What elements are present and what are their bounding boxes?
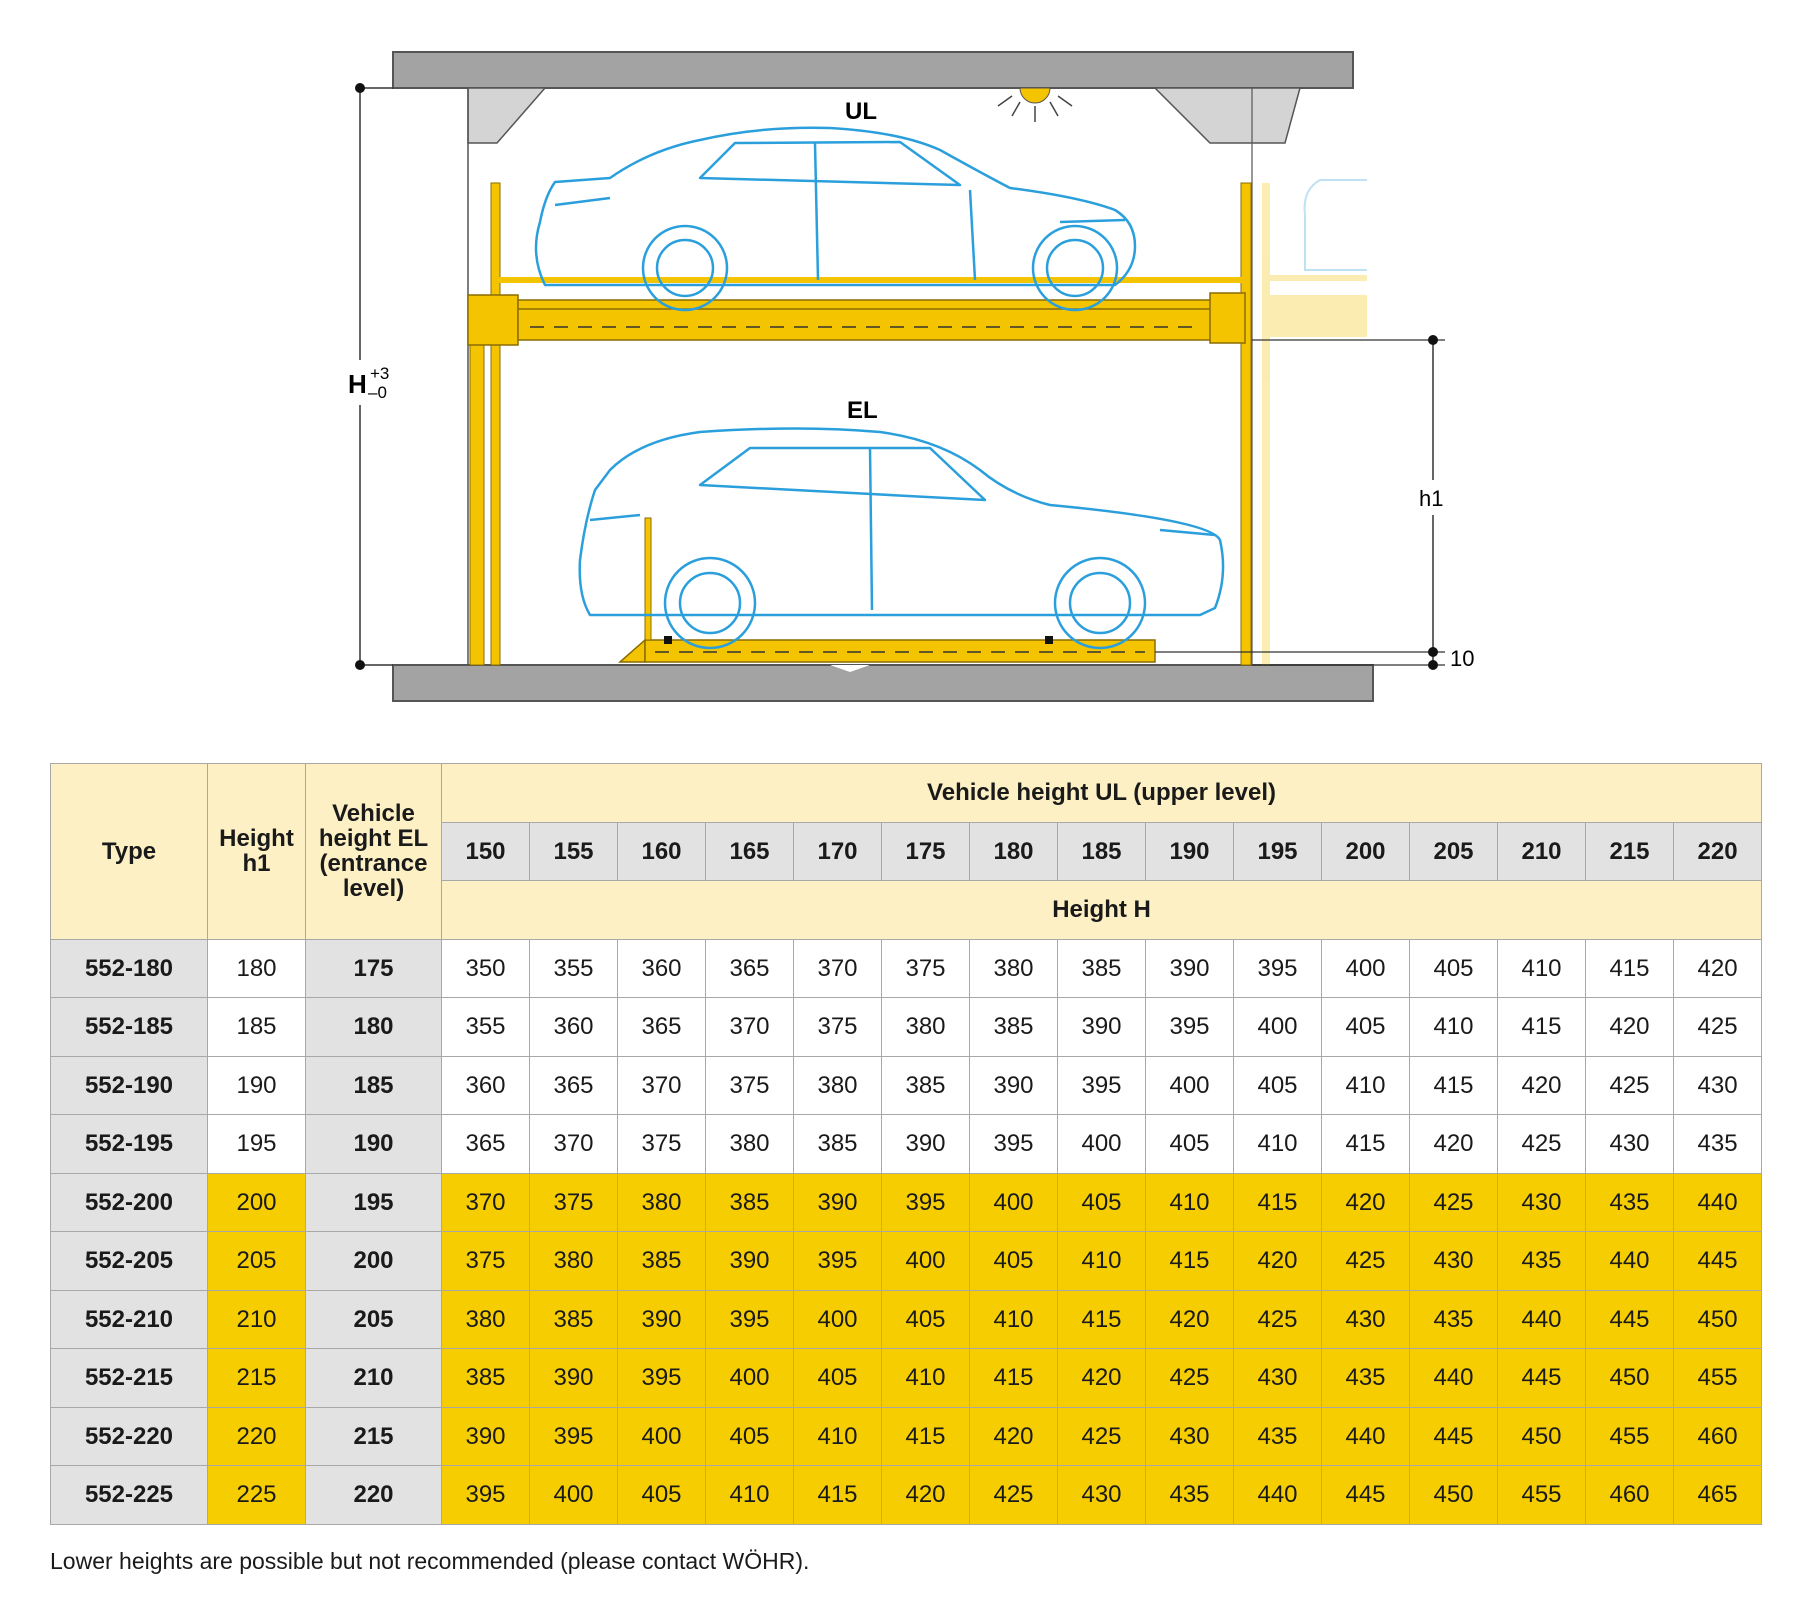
h1-cell: 180 xyxy=(208,939,306,998)
height-H-cell: 420 xyxy=(1058,1349,1146,1408)
h1-cell: 185 xyxy=(208,998,306,1057)
ceiling-lamp-icon xyxy=(998,88,1072,122)
height-H-cell: 440 xyxy=(1410,1349,1498,1408)
h1-label: h1 xyxy=(1419,486,1444,511)
h1-cell: 190 xyxy=(208,1056,306,1115)
height-H-cell: 410 xyxy=(1322,1056,1410,1115)
ul-value-header: 155 xyxy=(530,822,618,881)
height-H-cell: 460 xyxy=(1586,1466,1674,1525)
el-height-cell: 220 xyxy=(306,1466,442,1525)
height-H-cell: 395 xyxy=(882,1173,970,1232)
height-H-cell: 410 xyxy=(1146,1173,1234,1232)
height-H-cell: 395 xyxy=(1058,1056,1146,1115)
el-height-cell: 215 xyxy=(306,1407,442,1466)
height-H-cell: 400 xyxy=(530,1466,618,1525)
height-H-cell: 400 xyxy=(618,1407,706,1466)
height-H-cell: 420 xyxy=(1410,1115,1498,1174)
height-H-cell: 415 xyxy=(1322,1115,1410,1174)
height-H-cell: 425 xyxy=(1410,1173,1498,1232)
height-H-cell: 400 xyxy=(1058,1115,1146,1174)
height-H-cell: 425 xyxy=(1498,1115,1586,1174)
ul-value-header: 180 xyxy=(970,822,1058,881)
height-H-cell: 370 xyxy=(530,1115,618,1174)
type-cell: 552-210 xyxy=(51,1290,208,1349)
height-H-cell: 445 xyxy=(1322,1466,1410,1525)
height-H-cell: 420 xyxy=(1586,998,1674,1057)
height-H-cell: 440 xyxy=(1498,1290,1586,1349)
height-H-cell: 425 xyxy=(1146,1349,1234,1408)
left-ceiling-beam xyxy=(468,88,545,143)
height-H-cell: 435 xyxy=(1410,1290,1498,1349)
height-H-cell: 385 xyxy=(794,1115,882,1174)
height-H-cell: 410 xyxy=(1410,998,1498,1057)
height-H-cell: 390 xyxy=(530,1349,618,1408)
height-H-cell: 375 xyxy=(442,1232,530,1291)
height-H-cell: 405 xyxy=(794,1349,882,1408)
height-H-cell: 440 xyxy=(1234,1466,1322,1525)
height-H-cell: 395 xyxy=(1146,998,1234,1057)
height-H-cell: 395 xyxy=(794,1232,882,1291)
type-cell: 552-200 xyxy=(51,1173,208,1232)
height-H-cell: 450 xyxy=(1410,1466,1498,1525)
height-H-cell: 430 xyxy=(1586,1115,1674,1174)
table-row xyxy=(51,1173,1762,1232)
height-H-cell: 415 xyxy=(970,1349,1058,1408)
height-H-cell: 395 xyxy=(530,1407,618,1466)
height-H-cell: 405 xyxy=(1322,998,1410,1057)
height-H-cell: 400 xyxy=(706,1349,794,1408)
type-cell: 552-215 xyxy=(51,1349,208,1408)
h1-cell: 195 xyxy=(208,1115,306,1174)
height-H-cell: 430 xyxy=(1058,1466,1146,1525)
height-H-cell: 425 xyxy=(1058,1407,1146,1466)
height-H-cell: 375 xyxy=(706,1056,794,1115)
height-H-cell: 390 xyxy=(970,1056,1058,1115)
type-cell: 552-195 xyxy=(51,1115,208,1174)
height-H-cell: 380 xyxy=(970,939,1058,998)
height-H-cell: 385 xyxy=(442,1349,530,1408)
height-H-cell: 415 xyxy=(1586,939,1674,998)
height-H-cell: 405 xyxy=(618,1466,706,1525)
height-H-cell: 395 xyxy=(706,1290,794,1349)
entrance-level-label: EL xyxy=(847,397,878,424)
height-H-cell: 385 xyxy=(618,1232,706,1291)
right-post xyxy=(1241,183,1251,665)
el-height-cell: 190 xyxy=(306,1115,442,1174)
height-H-cell: 445 xyxy=(1410,1407,1498,1466)
height-H-cell: 365 xyxy=(618,998,706,1057)
table-row xyxy=(51,1407,1762,1466)
lower-suv-illustration xyxy=(580,429,1223,649)
height-H-cell: 450 xyxy=(1498,1407,1586,1466)
height-H-cell: 360 xyxy=(530,998,618,1057)
height-H-cell: 420 xyxy=(1674,939,1762,998)
height-H-cell: 400 xyxy=(794,1290,882,1349)
height-H-cell: 375 xyxy=(794,998,882,1057)
ul-value-header: 210 xyxy=(1498,822,1586,881)
height-H-cell: 405 xyxy=(1410,939,1498,998)
height-H-cell: 420 xyxy=(970,1407,1058,1466)
height-H-cell: 445 xyxy=(1586,1290,1674,1349)
height-H-cell: 365 xyxy=(706,939,794,998)
height-H-cell: 395 xyxy=(618,1349,706,1408)
type-cell: 552-225 xyxy=(51,1466,208,1525)
height-H-cell: 415 xyxy=(882,1407,970,1466)
el-height-cell: 205 xyxy=(306,1290,442,1349)
height-H-cell: 410 xyxy=(1058,1232,1146,1291)
col-header-ul: Vehicle height UL (upper level) xyxy=(442,764,1762,823)
height-H-cell: 390 xyxy=(618,1290,706,1349)
table-row xyxy=(51,1290,1762,1349)
height-H-cell: 420 xyxy=(882,1466,970,1525)
height-H-cell: 380 xyxy=(706,1115,794,1174)
height-H-cell: 400 xyxy=(1234,998,1322,1057)
height-H-cell: 440 xyxy=(1586,1232,1674,1291)
height-H-cell: 380 xyxy=(530,1232,618,1291)
height-H-cell: 405 xyxy=(970,1232,1058,1291)
ul-value-header: 170 xyxy=(794,822,882,881)
height-H-cell: 380 xyxy=(882,998,970,1057)
height-H-cell: 405 xyxy=(1146,1115,1234,1174)
height-H-cell: 405 xyxy=(882,1290,970,1349)
height-H-cell: 355 xyxy=(530,939,618,998)
height-H-cell: 460 xyxy=(1674,1407,1762,1466)
floor-slab xyxy=(393,665,1373,701)
height-H-cell: 425 xyxy=(1234,1290,1322,1349)
height-H-cell: 390 xyxy=(442,1407,530,1466)
height-H-cell: 420 xyxy=(1146,1290,1234,1349)
table-row xyxy=(51,998,1762,1057)
height-H-cell: 420 xyxy=(1498,1056,1586,1115)
ul-value-header: 200 xyxy=(1322,822,1410,881)
height-H-cell: 390 xyxy=(1146,939,1234,998)
height-H-cell: 360 xyxy=(618,939,706,998)
height-H-cell: 365 xyxy=(530,1056,618,1115)
height-H-cell: 440 xyxy=(1322,1407,1410,1466)
height-H-cell: 415 xyxy=(1234,1173,1322,1232)
left-post-outer xyxy=(470,295,484,665)
height-H-cell: 435 xyxy=(1586,1173,1674,1232)
height-H-cell: 430 xyxy=(1146,1407,1234,1466)
height-H-cell: 450 xyxy=(1586,1349,1674,1408)
col-header-H: Height H xyxy=(442,881,1762,940)
h1-cell: 205 xyxy=(208,1232,306,1291)
height-H-cell: 435 xyxy=(1674,1115,1762,1174)
ul-value-header: 205 xyxy=(1410,822,1498,881)
height-H-cell: 420 xyxy=(1234,1232,1322,1291)
table-row xyxy=(51,1232,1762,1291)
height-H-cell: 435 xyxy=(1322,1349,1410,1408)
h1-cell: 200 xyxy=(208,1173,306,1232)
el-height-cell: 200 xyxy=(306,1232,442,1291)
height-H-cell: 430 xyxy=(1498,1173,1586,1232)
height-H-cell: 350 xyxy=(442,939,530,998)
ceiling-slab xyxy=(393,52,1353,88)
height-H-cell: 455 xyxy=(1498,1466,1586,1525)
upper-platform xyxy=(468,280,1245,345)
type-cell: 552-185 xyxy=(51,998,208,1057)
height-tol-minus: –0 xyxy=(368,383,387,402)
ul-value-header: 195 xyxy=(1234,822,1322,881)
height-H-cell: 430 xyxy=(1674,1056,1762,1115)
height-H-cell: 415 xyxy=(1498,998,1586,1057)
height-H-cell: 415 xyxy=(794,1466,882,1525)
table-row xyxy=(51,1349,1762,1408)
upper-level-label: UL xyxy=(845,98,877,125)
height-H-cell: 400 xyxy=(882,1232,970,1291)
height-H-cell: 395 xyxy=(970,1115,1058,1174)
ul-value-header: 175 xyxy=(882,822,970,881)
ul-value-header: 220 xyxy=(1674,822,1762,881)
height-H-cell: 435 xyxy=(1234,1407,1322,1466)
height-H-cell: 415 xyxy=(1146,1232,1234,1291)
height-H-cell: 425 xyxy=(1674,998,1762,1057)
height-H-cell: 390 xyxy=(794,1173,882,1232)
height-H-cell: 370 xyxy=(706,998,794,1057)
height-H-cell: 400 xyxy=(1322,939,1410,998)
height-H-cell: 440 xyxy=(1674,1173,1762,1232)
table-row xyxy=(51,1056,1762,1115)
height-H-cell: 370 xyxy=(618,1056,706,1115)
height-H-cell: 375 xyxy=(882,939,970,998)
height-H-cell: 450 xyxy=(1674,1290,1762,1349)
height-tol-plus: +3 xyxy=(370,364,390,383)
height-H-cell: 465 xyxy=(1674,1466,1762,1525)
type-cell: 552-205 xyxy=(51,1232,208,1291)
height-H-cell: 405 xyxy=(1058,1173,1146,1232)
h1-cell: 215 xyxy=(208,1349,306,1408)
height-H-cell: 390 xyxy=(882,1115,970,1174)
type-cell: 552-220 xyxy=(51,1407,208,1466)
table-row xyxy=(51,1466,1762,1525)
height-H-cell: 385 xyxy=(706,1173,794,1232)
height-H-cell: 430 xyxy=(1322,1290,1410,1349)
clearance-label: 10 xyxy=(1450,646,1475,671)
height-H-cell: 415 xyxy=(1058,1290,1146,1349)
table-header-row xyxy=(51,764,1762,823)
height-spec-table xyxy=(50,763,1762,1525)
h1-cell: 220 xyxy=(208,1407,306,1466)
height-H-cell: 400 xyxy=(970,1173,1058,1232)
el-height-cell: 180 xyxy=(306,998,442,1057)
height-H-cell: 455 xyxy=(1674,1349,1762,1408)
type-cell: 552-180 xyxy=(51,939,208,998)
left-post-inner xyxy=(491,183,500,665)
height-H-cell: 445 xyxy=(1498,1349,1586,1408)
height-H-cell: 425 xyxy=(1586,1056,1674,1115)
height-H-cell: 430 xyxy=(1410,1232,1498,1291)
height-H-cell: 445 xyxy=(1674,1232,1762,1291)
height-H-cell: 385 xyxy=(1058,939,1146,998)
el-height-cell: 210 xyxy=(306,1349,442,1408)
height-H-cell: 410 xyxy=(1498,939,1586,998)
height-H-cell: 425 xyxy=(970,1466,1058,1525)
height-H-cell: 375 xyxy=(530,1173,618,1232)
height-H-cell: 385 xyxy=(882,1056,970,1115)
h1-cell: 210 xyxy=(208,1290,306,1349)
ul-value-header: 160 xyxy=(618,822,706,881)
ul-value-header: 165 xyxy=(706,822,794,881)
height-H-cell: 360 xyxy=(442,1056,530,1115)
height-H-cell: 395 xyxy=(1234,939,1322,998)
height-H-cell: 435 xyxy=(1146,1466,1234,1525)
height-H-cell: 370 xyxy=(442,1173,530,1232)
height-H-cell: 370 xyxy=(794,939,882,998)
height-H-cell: 435 xyxy=(1498,1232,1586,1291)
h1-dimension xyxy=(1155,335,1445,670)
ul-value-header: 190 xyxy=(1146,822,1234,881)
right-ceiling-beam xyxy=(1155,88,1300,143)
adjacent-system-ghost xyxy=(1262,180,1367,665)
height-H-cell: 410 xyxy=(1234,1115,1322,1174)
height-H-cell: 365 xyxy=(442,1115,530,1174)
h1-cell: 225 xyxy=(208,1466,306,1525)
ul-value-header: 150 xyxy=(442,822,530,881)
height-H-cell: 420 xyxy=(1322,1173,1410,1232)
ul-value-header: 215 xyxy=(1586,822,1674,881)
height-H-cell: 380 xyxy=(618,1173,706,1232)
height-H-cell: 385 xyxy=(530,1290,618,1349)
height-H-cell: 385 xyxy=(970,998,1058,1057)
height-H-cell: 390 xyxy=(1058,998,1146,1057)
footnote: Lower heights are possible but not recommended (please contact WÖHR). xyxy=(50,1548,810,1574)
height-H-cell: 380 xyxy=(794,1056,882,1115)
height-H-cell: 405 xyxy=(1234,1056,1322,1115)
col-header-h1: Height h1 xyxy=(208,764,306,940)
height-H-cell: 380 xyxy=(442,1290,530,1349)
col-header-el: Vehicle height EL (entrance level) xyxy=(306,764,442,940)
height-H-cell: 390 xyxy=(706,1232,794,1291)
height-H-cell: 455 xyxy=(1586,1407,1674,1466)
height-H-cell: 400 xyxy=(1146,1056,1234,1115)
height-H-cell: 375 xyxy=(618,1115,706,1174)
el-height-cell: 195 xyxy=(306,1173,442,1232)
height-H-cell: 415 xyxy=(1410,1056,1498,1115)
height-H-cell: 430 xyxy=(1234,1349,1322,1408)
parking-system-diagram xyxy=(0,0,1800,730)
height-H-symbol: H xyxy=(348,369,367,399)
table-row xyxy=(51,939,1762,998)
col-header-type: Type xyxy=(51,764,208,940)
height-H-cell: 405 xyxy=(706,1407,794,1466)
el-height-cell: 185 xyxy=(306,1056,442,1115)
height-H-cell: 410 xyxy=(970,1290,1058,1349)
type-cell: 552-190 xyxy=(51,1056,208,1115)
height-H-cell: 425 xyxy=(1322,1232,1410,1291)
ul-value-header: 185 xyxy=(1058,822,1146,881)
el-height-cell: 175 xyxy=(306,939,442,998)
table-row xyxy=(51,1115,1762,1174)
height-H-cell: 410 xyxy=(882,1349,970,1408)
height-H-cell: 395 xyxy=(442,1466,530,1525)
height-H-cell: 410 xyxy=(706,1466,794,1525)
height-H-cell: 355 xyxy=(442,998,530,1057)
height-H-cell: 410 xyxy=(794,1407,882,1466)
